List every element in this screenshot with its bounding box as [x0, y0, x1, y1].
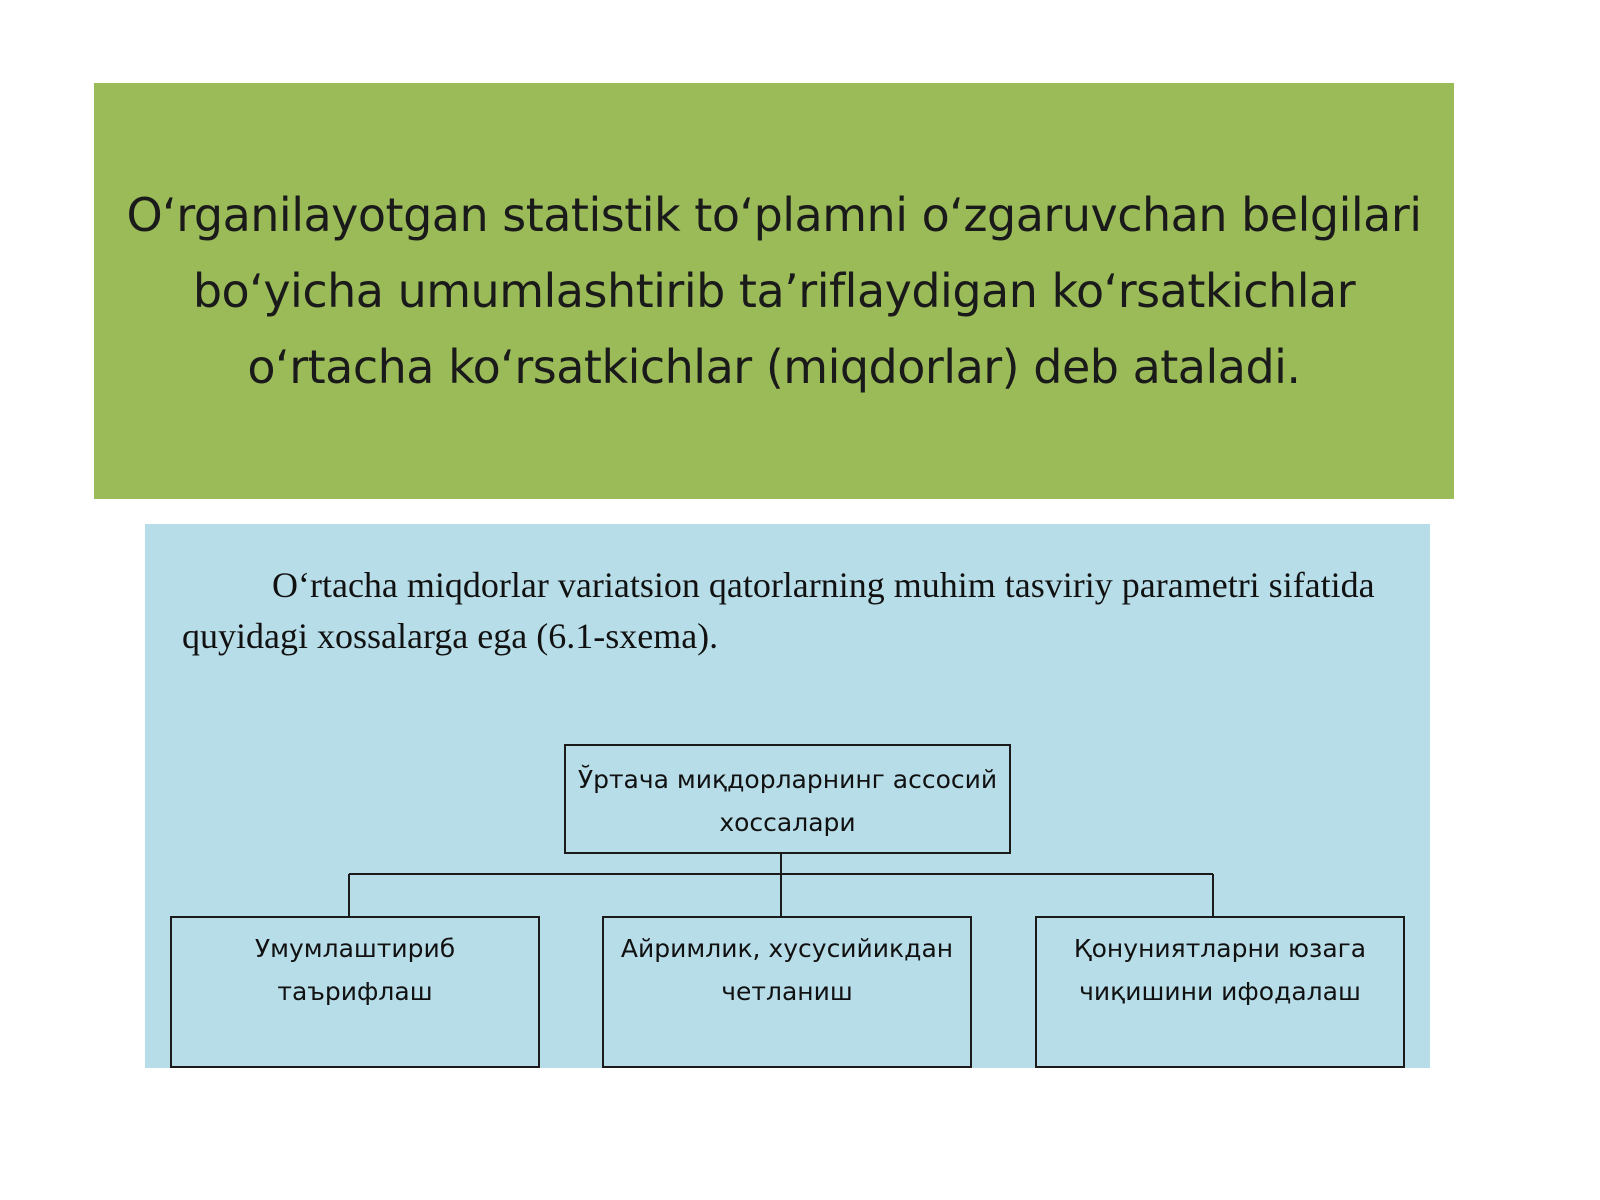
title-panel [94, 83, 1454, 499]
diagram-child-box-3 [1035, 916, 1405, 1068]
diagram-root-box [564, 744, 1011, 854]
diagram-child-box-2 [602, 916, 972, 1068]
diagram-child-label-1: Умумлаштириб таърифлаш [254, 934, 456, 1006]
diagram-child-label-3: Қонуниятларни юзага чиқишини ифодалаш [1073, 934, 1367, 1006]
slide-title: O‘rganilayotgan statistik to‘plamni o‘zgaruvchan belgilari bo‘yicha umumlashtirib ta’riflaydigan ko‘rsatkichlar o‘rtacha ko‘rsatkichlar (miqdorlar) deb ataladi. [126, 188, 1422, 394]
diagram-child-label-2: Айримлик, хусусийикдан четланиш [620, 934, 954, 1006]
intro-paragraph: O‘rtacha miqdorlar variatsion qatorlarning muhim tasviriy parametri sifatida quyidagi xossalarga ega (6.1-sxema). [182, 565, 1375, 656]
diagram-child-box-1 [170, 916, 540, 1068]
diagram-root-label: Ўртача миқдорларнинг ассосий хоссалари [577, 765, 998, 837]
